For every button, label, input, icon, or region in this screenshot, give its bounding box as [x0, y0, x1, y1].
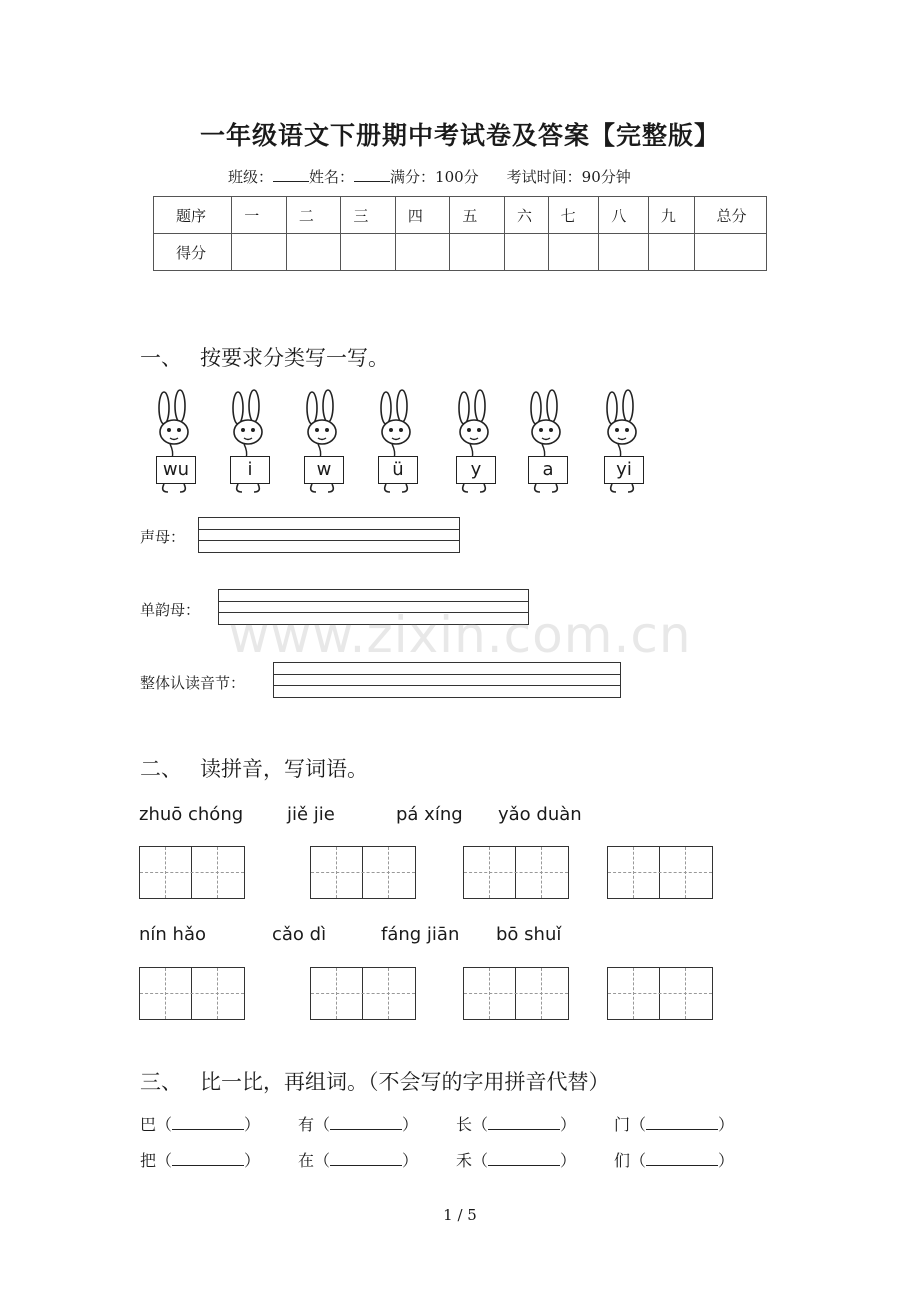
- pinyin-word: nín hǎo: [139, 924, 206, 945]
- writing-grid[interactable]: [310, 846, 416, 899]
- writing-grid[interactable]: [139, 967, 245, 1020]
- compare-item: 们（ ）: [614, 1151, 735, 1170]
- exam-time: 考试时间：90分钟: [506, 168, 631, 186]
- pinyin-word: bō shuǐ: [496, 924, 562, 945]
- compare-item: 把（ ）: [140, 1151, 261, 1170]
- compare-item: 在（ ）: [298, 1151, 419, 1170]
- section-2-heading: [140, 753, 368, 783]
- score-cell[interactable]: [341, 234, 396, 271]
- answer-blank[interactable]: [488, 1151, 560, 1166]
- initials-label: 声母：: [140, 528, 186, 546]
- name-label: 姓名：: [309, 168, 355, 186]
- score-cell[interactable]: [286, 234, 341, 271]
- class-label: 班级：: [228, 168, 274, 186]
- header-cell: 题序: [154, 197, 232, 234]
- bunny-card: [148, 388, 208, 496]
- header-cell: 八: [599, 197, 649, 234]
- pinyin-word: yǎo duàn: [498, 804, 582, 825]
- writing-grid[interactable]: [463, 967, 569, 1020]
- bunny-card: [520, 388, 580, 496]
- header-cell: 二: [286, 197, 341, 234]
- pinyin-card: yi: [604, 456, 644, 484]
- section-1-heading: [140, 342, 389, 372]
- compare-char: 巴: [140, 1115, 157, 1134]
- score-cell[interactable]: [599, 234, 649, 271]
- compare-char: 有: [298, 1115, 315, 1134]
- bunny-card: [296, 388, 356, 496]
- initials-writing-lines[interactable]: [198, 517, 460, 553]
- answer-blank[interactable]: [330, 1115, 402, 1130]
- compare-char: 门: [614, 1115, 631, 1134]
- compare-char: 禾: [456, 1151, 473, 1170]
- pinyin-word: pá xíng: [396, 804, 463, 825]
- section-number: 二、: [140, 757, 182, 781]
- header-cell: 总分: [694, 197, 766, 234]
- compare-char: 把: [140, 1151, 157, 1170]
- section-title: 比一比，再组词。（不会写的字用拼音代替）: [200, 1070, 610, 1094]
- score-cell[interactable]: [450, 234, 505, 271]
- pinyin-word: fáng jiān: [381, 924, 460, 945]
- pinyin-card: wu: [156, 456, 196, 484]
- pinyin-word: jiě jie: [287, 804, 335, 825]
- writing-grid[interactable]: [607, 846, 713, 899]
- page-title: 一年级语文下册期中考试卷及答案【完整版】: [199, 121, 720, 150]
- pinyin-card: y: [456, 456, 496, 484]
- score-table-header-row: [154, 197, 767, 234]
- compare-item: 长（ ）: [456, 1115, 577, 1134]
- header-cell: 四: [395, 197, 450, 234]
- full-score: 满分：100分: [390, 168, 479, 186]
- section-title: 读拼音，写词语。: [200, 757, 368, 781]
- whole-syllables-label: 整体认读音节：: [140, 674, 246, 692]
- answer-blank[interactable]: [172, 1115, 244, 1130]
- compare-char: 长: [456, 1115, 473, 1134]
- header-cell: 六: [504, 197, 548, 234]
- pinyin-card: w: [304, 456, 344, 484]
- compare-item: 门（ ）: [614, 1115, 735, 1134]
- writing-grid[interactable]: [139, 846, 245, 899]
- exam-info: [228, 166, 631, 187]
- compare-item: 禾（ ）: [456, 1151, 577, 1170]
- bunny-card: [370, 388, 430, 496]
- row-label: 得分: [154, 234, 232, 271]
- answer-blank[interactable]: [172, 1151, 244, 1166]
- compare-char: 们: [614, 1151, 631, 1170]
- class-blank[interactable]: [273, 167, 309, 182]
- header-cell: 九: [648, 197, 694, 234]
- bunny-card: [596, 388, 656, 496]
- writing-grid[interactable]: [463, 846, 569, 899]
- score-table-score-row: [154, 234, 767, 271]
- header-cell: 一: [232, 197, 287, 234]
- header-cell: 五: [450, 197, 505, 234]
- answer-blank[interactable]: [488, 1115, 560, 1130]
- name-blank[interactable]: [354, 167, 390, 182]
- header-cell: 七: [548, 197, 599, 234]
- pinyin-card: i: [230, 456, 270, 484]
- single-finals-label: 单韵母：: [140, 601, 201, 619]
- compare-char: 在: [298, 1151, 315, 1170]
- pinyin-word: cǎo dì: [272, 924, 327, 945]
- pinyin-word: zhuō chóng: [139, 804, 244, 825]
- score-cell[interactable]: [232, 234, 287, 271]
- score-cell[interactable]: [504, 234, 548, 271]
- writing-grid[interactable]: [310, 967, 416, 1020]
- header-cell: 三: [341, 197, 396, 234]
- answer-blank[interactable]: [330, 1151, 402, 1166]
- page-number: 1 / 5: [443, 1206, 477, 1224]
- score-cell[interactable]: [694, 234, 766, 271]
- section-3-heading: [140, 1066, 610, 1096]
- section-number: 三、: [140, 1070, 182, 1094]
- answer-blank[interactable]: [646, 1115, 718, 1130]
- pinyin-card: a: [528, 456, 568, 484]
- bunny-cards: [148, 388, 668, 496]
- section-number: 一、: [140, 346, 182, 370]
- bunny-card: [222, 388, 282, 496]
- whole-syllables-writing-lines[interactable]: [273, 662, 621, 698]
- score-cell[interactable]: [648, 234, 694, 271]
- section-title: 按要求分类写一写。: [200, 346, 389, 370]
- writing-grid[interactable]: [607, 967, 713, 1020]
- compare-item: 巴（ ）: [140, 1115, 261, 1134]
- answer-blank[interactable]: [646, 1151, 718, 1166]
- bunny-card: [448, 388, 508, 496]
- compare-item: 有（ ）: [298, 1115, 419, 1134]
- score-cell[interactable]: [395, 234, 450, 271]
- watermark: www.zixin.com.cn: [228, 606, 692, 664]
- score-cell[interactable]: [548, 234, 599, 271]
- pinyin-card: ü: [378, 456, 418, 484]
- score-table: [153, 196, 767, 271]
